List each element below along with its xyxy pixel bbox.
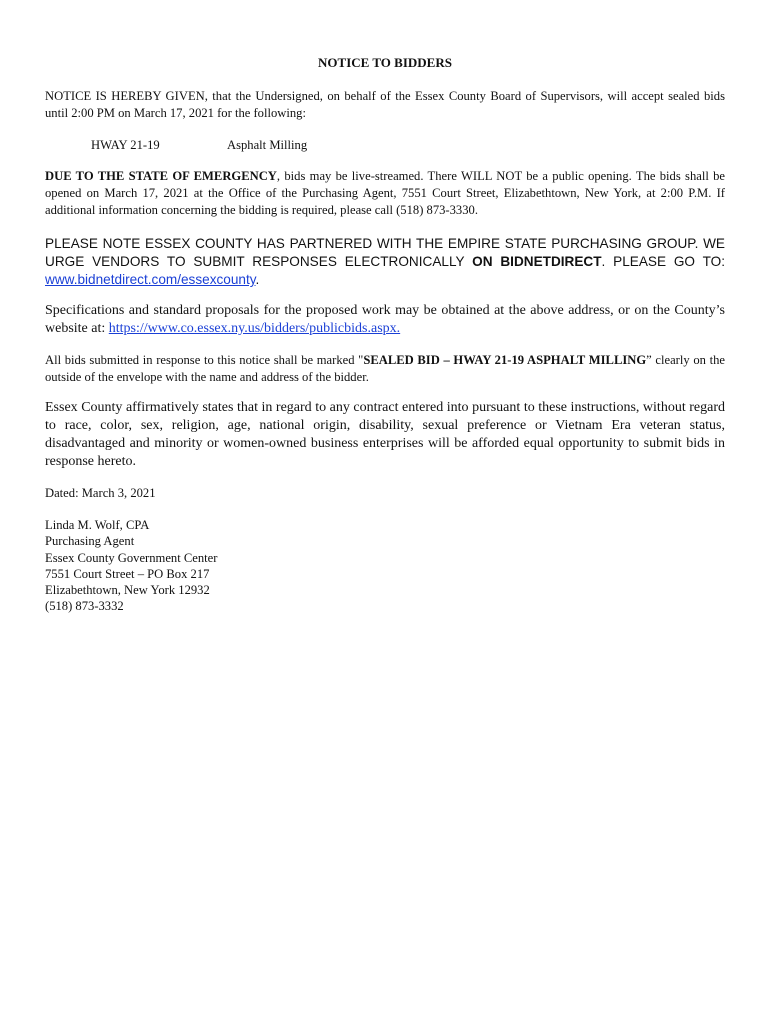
intro-paragraph: NOTICE IS HEREBY GIVEN, that the Undersigned, on behalf of the Essex County Board of Supervisors, will accept sealed bids until 2:00 PM on March 17, 2021 for the following: (45, 89, 725, 120)
bidnet-notice-end: . (255, 272, 260, 287)
signer-office: Essex County Government Center (45, 550, 218, 565)
sealed-bid-paragraph (45, 352, 725, 386)
signer-city: Elizabethtown, New York 12932 (45, 583, 210, 598)
county-bids-link[interactable]: https://www.co.essex.ny.us/bidders/publicbids.aspx. (108, 321, 401, 336)
bidnet-notice-bold: ON BIDNETDIRECT (472, 254, 602, 269)
bidnet-notice-text: PLEASE NOTE ESSEX COUNTY HAS PARTNERED WITH THE EMPIRE STATE PURCHASING GROUP. WE URGE VENDORS TO SUBMIT RESPONSES ELECTRONICALLY (45, 236, 725, 269)
bidnet-notice-tail: . PLEASE GO TO: (601, 254, 725, 269)
signature-block (45, 517, 725, 615)
specifications-text: Specifications and standard proposals for the proposed work may be obtained at the above address, or on the County’s website at: (45, 303, 725, 336)
notice-title: NOTICE TO BIDDERS (318, 55, 452, 70)
bidnet-notice-paragraph (45, 235, 725, 289)
signer-title: Purchasing Agent (45, 534, 135, 549)
signer-name: Linda M. Wolf, CPA (45, 518, 150, 532)
emergency-paragraph (45, 168, 725, 219)
sealed-bid-tail: ” clearly on the outside of the envelope with the name and address of the bidder. (45, 353, 725, 384)
bidnet-link[interactable]: www.bidnetdirect.com/essexcounty (45, 272, 256, 287)
dated-line: Dated: March 3, 2021 (45, 486, 156, 500)
signer-address: 7551 Court Street – PO Box 217 (45, 566, 210, 581)
bid-item-code: HWAY 21-19 (91, 138, 160, 152)
signer-phone: (518) 873-3332 (45, 599, 124, 614)
emergency-text: , bids may be live-streamed. There WILL NOT be a public opening. The bids shall be opened on March 17, 2021 at the Office of the Purchasing Agent, 7551 Court Street, Elizabethtown, New York, at 2:00 P.M. If additional information concerning the bidding is required, please call (518) 873-3330. (45, 169, 726, 217)
sealed-bid-text: All bids submitted in response to this notice shall be marked " (45, 353, 364, 367)
sealed-bid-label: SEALED BID – HWAY 21-19 ASPHALT MILLING (363, 353, 647, 367)
equal-opportunity-paragraph: Essex County affirmatively states that in regard to any contract entered into pursuant to these instructions, without regard to race, color, sex, religion, age, national origin, disability, sexual preference or Vietnam Era veteran status, disadvantaged and minority or women-owned business enterprises will be afforded equal opportunity to submit bids in response hereto. (45, 400, 725, 469)
bid-item-name: Asphalt Milling (227, 138, 308, 152)
emergency-heading: DUE TO THE STATE OF EMERGENCY (45, 169, 277, 183)
specifications-paragraph (45, 302, 725, 338)
bid-item-row (45, 137, 725, 154)
